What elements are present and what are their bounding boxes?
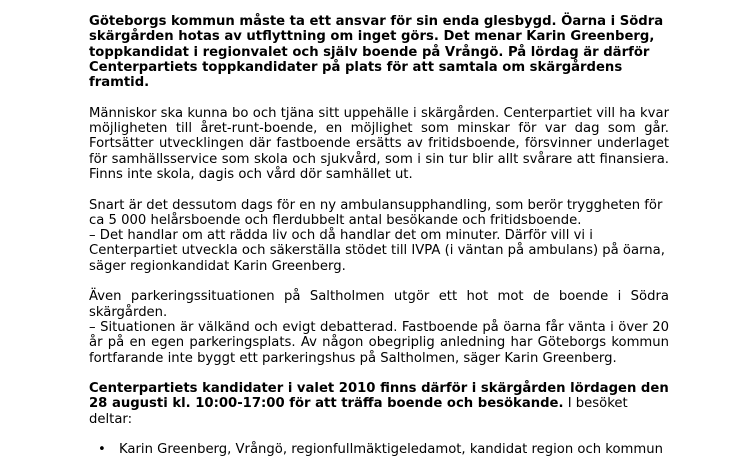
participant-text: Karin Greenberg, Vrångö, regionfullmäktigeledamot, kandidat region och kommun (119, 442, 663, 458)
event-participants-intro: I besöket deltar: (89, 396, 628, 427)
paragraph-parking (89, 289, 669, 365)
press-release-document (89, 14, 669, 458)
ambulance-quote: – Det handlar om att rädda liv och då handlar det om minuter. Därför vill vi i Centerpartiet utveckla och säkerställa stödet till IVPA (i väntan på ambulans) på öarna, säger regionkandidat Karin Greenberg. (89, 228, 665, 274)
parking-situation-text: Även parkeringssituationen på Saltholmen utgör ett hot mot de boende i Södra skärgården. (89, 289, 669, 320)
parking-quote: – Situationen är välkänd och evigt debatterad. Fastboende på öarna får vänta i över 20 år på en egen parkeringsplats. Av någon obegriplig anledning har Göteborgs kommun fortfarande inte byggt ett parkeringshus på Saltholmen, säger Karin Greenberg. (89, 319, 669, 366)
participants-list (89, 442, 669, 457)
event-announcement: Centerpartiets kandidater i valet 2010 finns därför i skärgården lördagen den 28 augusti kl. 10:00-17:00 för att träffa boende och besökande. (89, 381, 669, 412)
lead-paragraph: Göteborgs kommun måste ta ett ansvar för sin enda glesbygd. Öarna i Södra skärgården hotas av utflyttning om inget görs. Det menar Karin Greenberg, toppkandidat i regionvalet och själv boende på Vrångö. På lördag är därför Centerpartiets toppkandidater på plats för att samtala om skärgårdens framtid. (89, 14, 664, 91)
paragraph-ambulance (89, 198, 669, 274)
paragraph-year-round-living: Människor ska kunna bo och tjäna sitt uppehälle i skärgården. Centerpartiet vill ha kvar möjligheten till året-runt-boende, en möjlighet som minskar för var dag som går. Fortsätter utvecklingen där fastboende ersätts av fritidsboende, försvinner underlaget för samhällsservice som skola och sjukvård, som i sin tur blir allt svårare att finansiera. Finns inte skola, dagis och vård dör samhället ut. (89, 105, 669, 182)
bullet-icon: • (98, 442, 106, 458)
list-item (89, 442, 669, 457)
paragraph-event (89, 381, 669, 427)
ambulance-procurement-text: Snart är det dessutom dags för en ny ambulansupphandling, som berör tryggheten för ca 5 000 helårsboende och flerdubbelt antal besökande och fritidsboende. (89, 197, 663, 228)
